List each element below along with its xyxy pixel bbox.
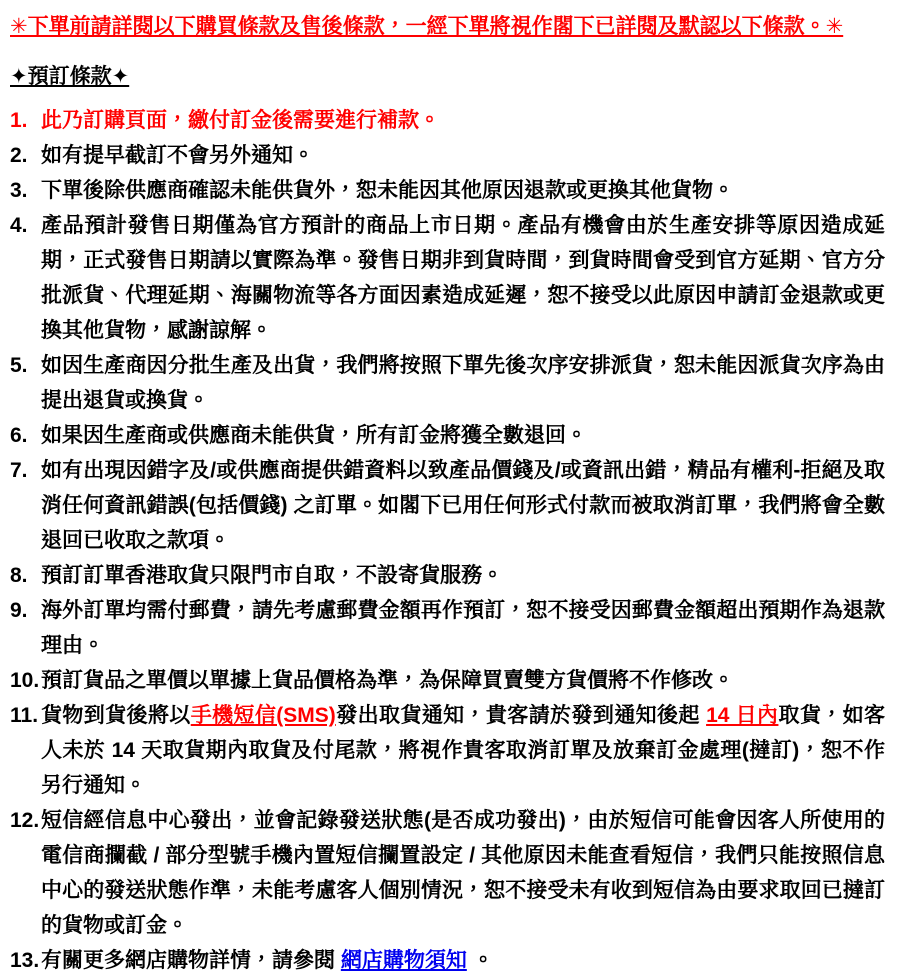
term-number: 8. xyxy=(10,564,28,587)
terms-list xyxy=(10,103,885,978)
highlighted-term: 14 日內 xyxy=(706,704,779,727)
term-number: 9. xyxy=(10,599,28,622)
term-text-segment: 海外訂單均需付郵費，請先考慮郵費金額再作預訂，恕不接受因郵費金額超出預期作為退款理由。 xyxy=(41,599,885,657)
term-number: 6. xyxy=(10,424,28,447)
term-item xyxy=(10,593,885,663)
term-number: 7. xyxy=(10,459,28,482)
term-text-segment: 如有提早截訂不會另外通知。 xyxy=(41,144,314,167)
term-text xyxy=(41,348,885,418)
term-number: 2. xyxy=(10,144,28,167)
section-title-row xyxy=(10,59,885,94)
term-text xyxy=(41,418,885,453)
term-text xyxy=(41,943,885,978)
term-text-segment: 預訂貨品之單價以單據上貨品價格為準，為保障買賣雙方貨價將不作修改。 xyxy=(41,669,734,692)
term-text-segment: 。 xyxy=(466,949,494,972)
term-text xyxy=(41,803,885,943)
term-text-segment: 預訂訂單香港取貨只限門市自取，不設寄貨服務。 xyxy=(41,564,503,587)
term-item xyxy=(10,663,885,698)
term-number: 12. xyxy=(10,809,40,832)
term-text-segment: 如因生產商因分批生產及出貨，我們將按照下單先後次序安排派貨，恕未能因派貨次序為由提出退貨或換貨。 xyxy=(41,354,885,412)
term-number: 11. xyxy=(10,704,39,727)
term-text xyxy=(41,663,885,698)
shop-guide-link[interactable]: 網店購物須知 xyxy=(340,949,467,972)
highlighted-term: 手機短信(SMS) xyxy=(190,704,336,727)
term-item xyxy=(10,453,885,558)
term-text-segment: 取貨，如客人未於 14 天取貨期內取貨及付尾款，將視作貴客取消訂單及放棄訂金處理(撻訂)，恕不作另行通知。 xyxy=(41,704,885,797)
term-text-segment: 如有出現因錯字及/或供應商提供錯資料以致產品價錢及/或資訊出錯，精品有權利-拒絕及取消任何資訊錯誤(包括價錢) 之訂單。如閣下已用任何形式付款而被取消訂單，我們將會全數退回已收取之款項。 xyxy=(41,459,885,552)
term-number: 3. xyxy=(10,179,28,202)
term-text xyxy=(41,103,885,138)
term-text xyxy=(41,698,885,803)
term-item xyxy=(10,138,885,173)
term-number: 1. xyxy=(10,109,28,132)
term-item xyxy=(10,803,885,943)
term-number: 13. xyxy=(10,949,40,972)
term-text-segment: 有關更多網店購物詳情，請參閱 xyxy=(41,949,341,972)
term-text-segment: 短信經信息中心發出，並會記錄發送狀態(是否成功發出)，由於短信可能會因客人所使用的電信商攔截 / 部分型號手機內置短信攔置設定 / 其他原因未能查看短信，我們只能按照信息中心的發送狀態作準，未能考慮客人個別情況，恕不接受未有收到短信為由要求取回已撻訂的貨物或訂金。 xyxy=(41,809,885,937)
term-text xyxy=(41,453,885,558)
term-text xyxy=(41,558,885,593)
term-item xyxy=(10,348,885,418)
term-text-segment: 發出取貨通知，貴客請於發到通知後起 xyxy=(335,704,707,727)
term-item xyxy=(10,173,885,208)
term-number: 10. xyxy=(10,669,40,692)
term-text-segment: 貨物到貨後將以 xyxy=(41,704,191,727)
term-item xyxy=(10,558,885,593)
term-text-segment: 如果因生產商或供應商未能供貨，所有訂金將獲全數退回。 xyxy=(41,424,587,447)
term-text-segment: 產品預計發售日期僅為官方預計的商品上市日期。產品有機會由於生產安排等原因造成延期，正式發售日期請以實際為準。發售日期非到貨時間，到貨時間會受到官方延期、官方分批派貨、代理延期、海關物流等各方面因素造成延遲，恕不接受以此原因申請訂金退款或更換其他貨物，感謝諒解。 xyxy=(41,214,885,342)
term-item xyxy=(10,698,885,803)
term-item xyxy=(10,103,885,138)
term-text xyxy=(41,208,885,348)
term-number: 4. xyxy=(10,214,28,237)
term-item xyxy=(10,208,885,348)
section-title: ✦預訂條款✦ xyxy=(10,65,130,88)
term-text xyxy=(41,173,885,208)
term-text-segment: 下單後除供應商確認未能供貨外，恕未能因其他原因退款或更換其他貨物。 xyxy=(41,179,734,202)
term-item xyxy=(10,943,885,978)
term-text xyxy=(41,138,885,173)
term-number: 5. xyxy=(10,354,28,377)
notice-header: ✳下單前請詳閱以下購買條款及售後條款，一經下單將視作閣下已詳閱及默認以下條款。✳ xyxy=(10,15,844,38)
term-text-segment: 此乃訂購頁面，繳付訂金後需要進行補款。 xyxy=(41,109,440,132)
term-text xyxy=(41,593,885,663)
term-item xyxy=(10,418,885,453)
